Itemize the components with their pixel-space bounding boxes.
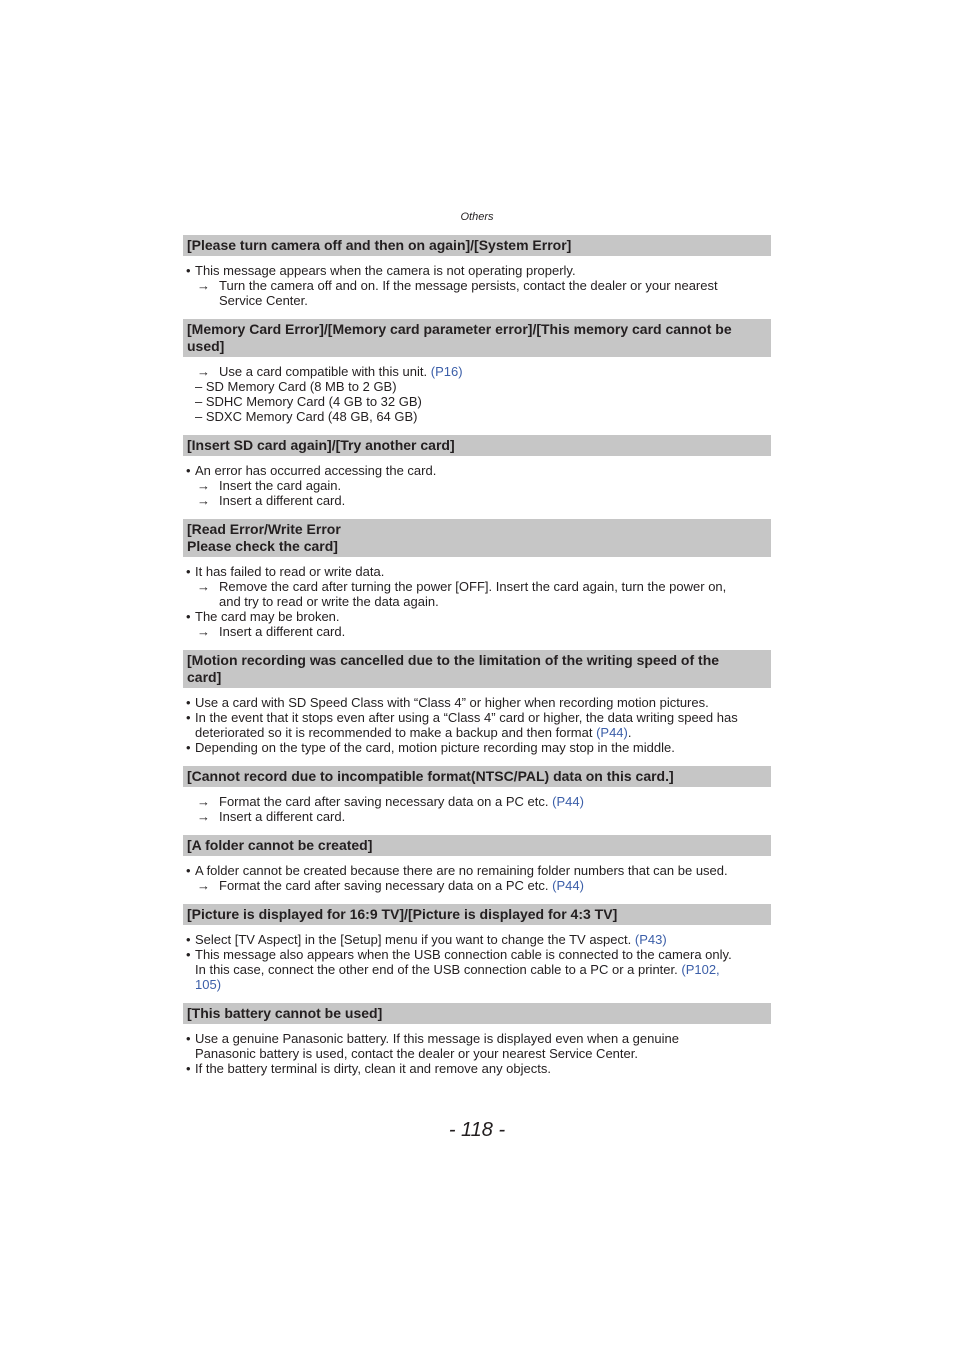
continuation-line <box>183 1046 771 1061</box>
bullet-item <box>183 1031 771 1046</box>
arrow-icon: → <box>197 364 210 379</box>
line-text: – SDHC Memory Card (4 GB to 32 GB) <box>195 394 422 409</box>
line-text: A folder cannot be created because there are no remaining folder numbers that can be used. <box>195 863 728 878</box>
action-item <box>183 809 771 824</box>
line-text: Use a card with SD Speed Class with “Class 4” or higher when recording motion pictures. <box>195 695 709 710</box>
line-text: Select [TV Aspect] in the [Setup] menu if you want to change the TV aspect. <box>195 932 632 947</box>
section-title-line: Please check the card] <box>187 538 338 554</box>
section-body <box>183 557 771 650</box>
page-reference-link[interactable]: (P44) <box>596 725 628 740</box>
section-title <box>183 650 771 688</box>
action-item <box>183 478 771 493</box>
page-reference-link[interactable]: (P43) <box>634 932 667 947</box>
line-text: In the event that it stops even after using a “Class 4” card or higher, the data writing speed has <box>195 710 738 725</box>
line-text: Panasonic battery is used, contact the dealer or your nearest Service Center. <box>195 1046 638 1061</box>
line-text: Depending on the type of the card, motion picture recording may stop in the middle. <box>195 740 675 755</box>
bullet-item <box>183 947 771 962</box>
bullet-item <box>183 463 771 478</box>
line-text: Insert a different card. <box>219 493 346 508</box>
line-text: It has failed to read or write data. <box>195 564 385 579</box>
bullet-item <box>183 1061 771 1076</box>
line-text: Format the card after saving necessary data on a PC etc. <box>219 878 549 893</box>
line-text: Insert a different card. <box>219 624 346 639</box>
line-text: This message appears when the camera is not operating properly. <box>195 263 576 278</box>
section-body <box>183 456 771 519</box>
page-number: - 118 - <box>448 1119 506 1141</box>
section-title: [This battery cannot be used] <box>183 1003 771 1024</box>
section-title-line: used] <box>187 338 225 354</box>
bullet-item <box>183 932 771 947</box>
arrow-icon: → <box>197 579 210 594</box>
arrow-icon: → <box>197 278 210 293</box>
bullet-item <box>183 609 771 624</box>
line-text: Insert the card again. <box>219 478 342 493</box>
line-text: An error has occurred accessing the card. <box>195 463 437 478</box>
card-type-item <box>183 379 771 394</box>
section-title-line: [Motion recording was cancelled due to the limitation of the writing speed of the <box>187 652 720 668</box>
line-text: Insert a different card. <box>219 809 346 824</box>
error-message-list <box>183 235 771 1087</box>
arrow-icon: → <box>197 624 210 639</box>
section-body <box>183 256 771 319</box>
line-text: Service Center. <box>219 293 308 308</box>
message-section <box>183 766 771 835</box>
action-item <box>183 364 771 379</box>
card-type-item <box>183 409 771 424</box>
message-section <box>183 319 771 435</box>
continuation-line <box>183 977 771 992</box>
continuation-line <box>183 293 771 308</box>
action-item <box>183 579 771 594</box>
line-text: Format the card after saving necessary data on a PC etc. <box>219 794 549 809</box>
arrow-icon: → <box>197 493 210 508</box>
line-text: This message also appears when the USB connection cable is connected to the camera only. <box>195 947 732 962</box>
section-title <box>183 519 771 557</box>
message-section <box>183 519 771 650</box>
section-title: [Cannot record due to incompatible format(NTSC/PAL) data on this card.] <box>183 766 771 787</box>
section-body <box>183 787 771 835</box>
line-text: The card may be broken. <box>195 609 340 624</box>
line-text: Turn the camera off and on. If the message persists, contact the dealer or your nearest <box>219 278 718 293</box>
page-reference-link[interactable]: (P16) <box>430 364 463 379</box>
action-item <box>183 624 771 639</box>
line-text: . <box>627 725 632 740</box>
arrow-icon: → <box>197 878 210 893</box>
section-title: [Insert SD card again]/[Try another card] <box>183 435 771 456</box>
line-text: and try to read or write the data again. <box>219 594 439 609</box>
bullet-item <box>183 263 771 278</box>
section-title-line: [Read Error/Write Error <box>187 521 341 537</box>
section-title: [A folder cannot be created] <box>183 835 771 856</box>
page-reference-link[interactable]: (P44) <box>552 878 584 893</box>
section-title-line: [Memory Card Error]/[Memory card parameter error]/[This memory card cannot be <box>187 321 732 337</box>
continuation-line <box>183 594 771 609</box>
bullet-item <box>183 695 771 710</box>
bullet-item <box>183 710 771 725</box>
section-body <box>183 688 771 766</box>
section-title-line: card] <box>187 669 222 685</box>
card-type-item <box>183 394 771 409</box>
continuation-line <box>183 962 771 977</box>
message-section <box>183 650 771 766</box>
bullet-item <box>183 740 771 755</box>
section-title: [Picture is displayed for 16:9 TV]/[Picture is displayed for 4:3 TV] <box>183 904 771 925</box>
arrow-icon: → <box>197 809 210 824</box>
line-text: If the battery terminal is dirty, clean it and remove any objects. <box>195 1061 551 1076</box>
section-body <box>183 925 771 1003</box>
action-item <box>183 493 771 508</box>
action-item <box>183 794 771 809</box>
line-text: – SDXC Memory Card (48 GB, 64 GB) <box>195 409 418 424</box>
section-body <box>183 1024 771 1087</box>
page-reference-link[interactable]: 105) <box>195 977 222 992</box>
section-body <box>183 856 771 904</box>
message-section <box>183 904 771 1003</box>
section-body <box>183 357 771 435</box>
line-text: In this case, connect the other end of the USB connection cable to a PC or a printer. <box>195 962 678 977</box>
line-text: Use a genuine Panasonic battery. If this message is displayed even when a genuine <box>195 1031 679 1046</box>
line-text: deteriorated so it is recommended to make a backup and then format <box>195 725 593 740</box>
arrow-icon: → <box>197 794 210 809</box>
running-header: Others <box>460 211 494 223</box>
page-reference-link[interactable]: (P102, <box>681 962 720 977</box>
message-section <box>183 235 771 319</box>
bullet-item <box>183 564 771 579</box>
page-reference-link[interactable]: (P44) <box>552 794 584 809</box>
message-section <box>183 435 771 519</box>
bullet-item <box>183 863 771 878</box>
message-section <box>183 1003 771 1087</box>
message-section <box>183 835 771 904</box>
section-title: [Please turn camera off and then on again]/[System Error] <box>183 235 771 256</box>
action-item <box>183 878 771 893</box>
line-text: Remove the card after turning the power [OFF]. Insert the card again, turn the power on, <box>219 579 727 594</box>
section-title <box>183 319 771 357</box>
arrow-icon: → <box>197 478 210 493</box>
line-text: – SD Memory Card (8 MB to 2 GB) <box>195 379 397 394</box>
continuation-line <box>183 725 771 740</box>
line-text: Use a card compatible with this unit. <box>219 364 428 379</box>
action-item <box>183 278 771 293</box>
